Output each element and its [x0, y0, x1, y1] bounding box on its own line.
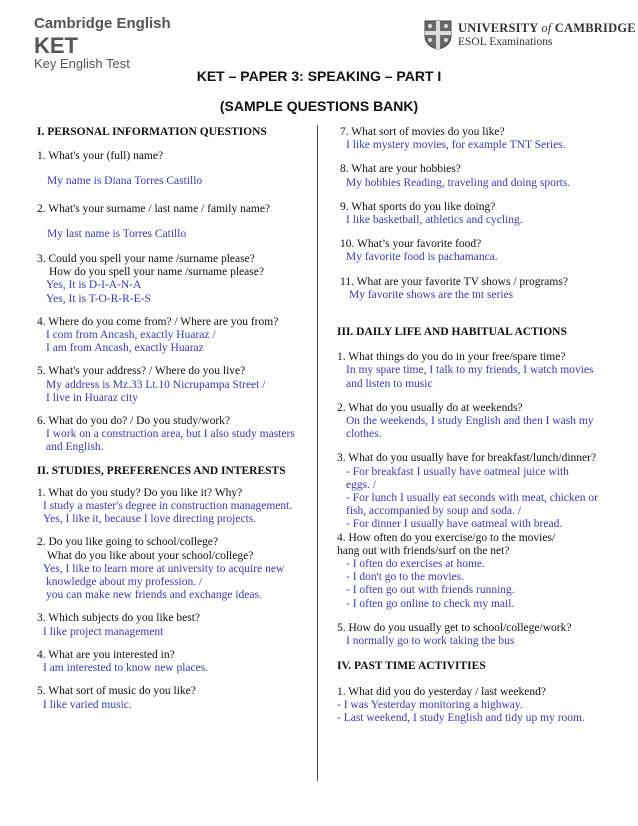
answer: My favorite shows are the tnt series — [349, 288, 514, 301]
question: 6. What do you do? / Do you study/work? — [37, 415, 231, 428]
answer: - I don't go to the movies. — [346, 571, 465, 584]
answer: fish, accompanied by soup and soda. / — [346, 505, 522, 518]
question: 3. Which subjects do you like best? — [37, 612, 200, 625]
question: 9. What sports do you like doing? — [340, 200, 496, 213]
answer: My favorite food is pachamanca. — [346, 251, 498, 264]
answer: I like mystery movies, for example TNT Series. — [346, 139, 566, 152]
page-subtitle: (SAMPLE QUESTIONS BANK) — [219, 98, 419, 114]
answer: you can make new friends and exchange ideas. — [46, 589, 262, 602]
answer: and listen to music — [346, 377, 433, 390]
section-heading: I. PERSONAL INFORMATION QUESTIONS — [37, 126, 267, 138]
answer: I live in Huaraz city — [46, 391, 138, 404]
question: 2. Do you like going to school/college? — [37, 536, 219, 549]
question: 1. What did you do yesterday / last weekend? — [337, 685, 546, 698]
question: 7. What sort of movies do you like? — [340, 126, 505, 138]
answer: I normally go to work taking the bus — [346, 635, 515, 648]
question: 10. What’s your favorite food? — [340, 238, 482, 251]
answer: Yes, I like to learn more at university to acquire new — [43, 562, 285, 575]
answer: I like varied music. — [43, 698, 132, 711]
answer: eggs. / — [346, 478, 377, 491]
answer: - For lunch I usually eat seconds with meat, chicken or — [346, 492, 598, 505]
answer: - For breakfast I usually have oatmeal juice with — [346, 465, 569, 478]
question: 1. What things do you do in your free/spare time? — [337, 351, 566, 364]
question: 3. What do you usually have for breakfast/lunch/dinner? — [337, 452, 597, 465]
answer: My name is Diana Torres Castillo — [47, 175, 203, 188]
university-name: UNIVERSITY of CAMBRIDGE — [458, 21, 636, 35]
university-subtitle: ESOL Examinations — [458, 36, 553, 48]
question: 1. What do you study? Do you like it? Why? — [37, 486, 243, 499]
question: 5. What sort of music do you like? — [37, 685, 196, 698]
left-column — [37, 126, 309, 712]
answer: Yes, I like it, because I love directing projects. — [43, 513, 257, 526]
answer: My hobbies Reading, traveling and doing sports. — [346, 176, 571, 189]
question: 5. What's your address? / Where do you live? — [37, 365, 246, 378]
answer: I am from Ancash, exactly Huaraz — [46, 342, 204, 355]
section-heading: IV. PAST TIME ACTIVITIES — [337, 660, 486, 673]
answer: - I often do exercises at home. — [346, 558, 485, 571]
university-crest-icon — [424, 20, 452, 50]
answer: - I often go online to check my mail. — [346, 597, 515, 610]
column-divider — [317, 125, 318, 781]
answer: I study a master's degree in construction management. — [43, 500, 293, 513]
question: 2. What's your surname / last name / family name? — [37, 202, 271, 215]
question: 4. What are you interested in? — [37, 648, 175, 661]
question: How do you spell your name /surname please? — [49, 266, 264, 279]
answer: Yes, It is T-O-R-R-E-S — [46, 292, 151, 305]
question: 3. Could you spell your name /surname please? — [37, 253, 255, 266]
answer: I like basketball, athletics and cycling. — [346, 214, 523, 227]
section-heading: II. STUDIES, PREFERENCES AND INTERESTS — [37, 464, 286, 477]
question: 4. How often do you exercise/go to the movies/ — [337, 531, 556, 544]
answer: and English. — [46, 441, 104, 454]
question: 5. How do you usually get to school/college/work? — [337, 621, 572, 634]
answer: - I often go out with friends running. — [346, 584, 515, 597]
section-heading: III. DAILY LIFE AND HABITUAL ACTIONS — [337, 326, 567, 339]
question: 4. Where do you come from? / Where are you from? — [37, 315, 279, 328]
question: 1. What's your (full) name? — [37, 150, 164, 163]
answer: I work on a construction area, but I also study masters — [46, 428, 295, 441]
right-column — [337, 126, 609, 725]
question: hang out with friends/surf on the net? — [337, 544, 510, 557]
answer: My address is Mz.33 Lt.10 Nicrupampa Street / — [46, 378, 266, 391]
brand-line-2: KET — [34, 33, 78, 58]
answer: - I was Yesterday monitoring a highway. — [337, 698, 523, 711]
question: 8. What are your hobbies? — [340, 163, 461, 176]
answer: I com from Ancash, exactly Huaraz / — [46, 329, 216, 342]
answer: In my spare time, I talk to my friends, I watch movies — [346, 364, 594, 377]
brand-line-3: Key English Test — [34, 56, 130, 71]
answer: I am interested to know new places. — [43, 662, 209, 675]
question: What do you like about your school/college? — [47, 549, 254, 562]
answer: - For dinner I usually have oatmeal with bread. — [346, 518, 563, 531]
page-title: KET – PAPER 3: SPEAKING – PART I — [196, 68, 442, 84]
answer: My last name is Torres Catillo — [47, 227, 187, 240]
answer: knowledge about my profession. / — [46, 576, 203, 589]
question: 2. What do you usually do at weekends? — [337, 401, 523, 414]
answer: Yes, It is D-I-A-N-A — [46, 279, 142, 292]
answer: I like project management — [43, 625, 164, 638]
answer: - Last weekend, I study English and tidy up my room. — [337, 711, 585, 724]
brand-line-1: Cambridge English — [34, 15, 171, 32]
answer: clothes. — [346, 428, 382, 441]
question: 11. What are your favorite TV shows / programs? — [340, 275, 568, 288]
answer: On the weekends, I study English and then I wash my — [346, 415, 594, 428]
